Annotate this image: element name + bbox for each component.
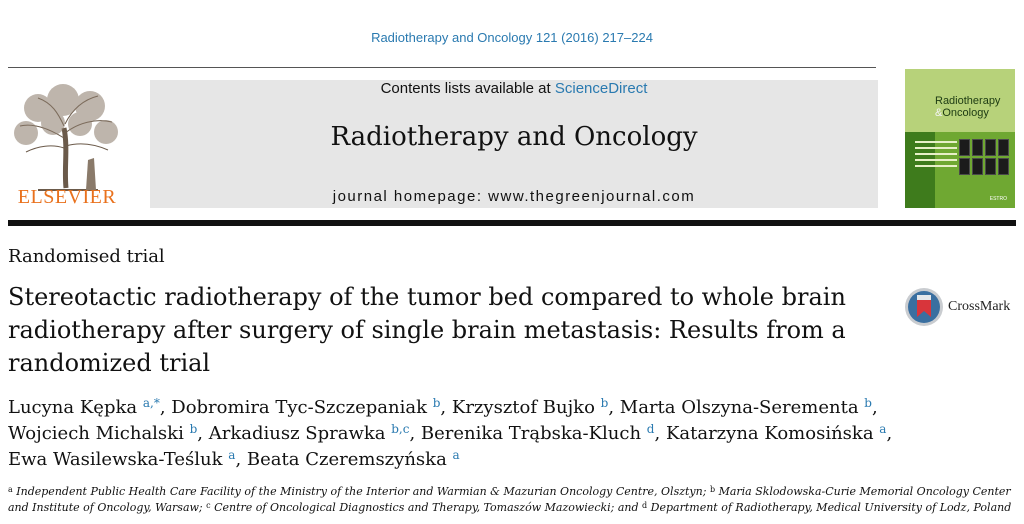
crossmark-button[interactable] [904, 287, 1020, 327]
author-name[interactable]: Lucyna Kępka [8, 397, 138, 418]
sciencedirect-link[interactable]: ScienceDirect [554, 80, 648, 97]
author-name[interactable]: Beata Czeremszyńska [246, 449, 447, 470]
journal-cover-thumbnail[interactable] [905, 69, 1015, 208]
header-divider [8, 220, 1016, 226]
affil-text: Centre of Oncological Diagnostics and Therapy, Tomaszów Mazowiecki; and [214, 501, 639, 514]
author-list [8, 395, 1018, 473]
author-affil-mark[interactable]: b [864, 396, 872, 410]
author-affil-mark[interactable]: a [452, 448, 460, 462]
cover-title-line2: Oncology [942, 107, 989, 119]
contents-line [150, 80, 878, 97]
author-line-3: Ewa Wasilewska-Teśluk $^a$, Beata Czeremszyńska $^a$ [8, 448, 460, 470]
author-affil-mark[interactable]: a,* [142, 396, 160, 410]
author-affil-mark[interactable]: a [879, 422, 887, 436]
affiliations [8, 484, 1020, 516]
author-name[interactable]: Krzysztof Bujko [451, 397, 595, 418]
cover-estro-logo: ESTRO [989, 196, 1007, 202]
cover-title-amp: & [935, 107, 943, 119]
elsevier-wordmark: ELSEVIER [17, 186, 117, 208]
cover-text-lines [915, 141, 957, 171]
affil-text: Independent Public Health Care Facility of the Ministry of the Interior and Warmian & Mazurian Oncology Centre, Olsztyn; [16, 485, 707, 498]
author-line-2: Wojciech Michalski $^b$, Arkadiusz Sprawka $^{b,c}$, Berenika Trąbska-Kluch $^d$, Katarzyna Komosińska $^a$, [8, 422, 893, 444]
journal-homepage[interactable]: journal homepage: www.thegreenjournal.com [332, 188, 696, 205]
affil-mark: c [206, 501, 211, 510]
author-name[interactable]: Katarzyna Komosińska [665, 423, 874, 444]
crossmark-icon [904, 287, 944, 327]
article-title-line2: radiotherapy after surgery of single brain metastasis: Results from a [8, 316, 846, 344]
journal-title: Radiotherapy and Oncology [330, 122, 698, 152]
cover-title [935, 95, 1000, 119]
author-affil-mark[interactable]: b,c [391, 422, 410, 436]
top-divider [8, 67, 876, 68]
author-affil-mark[interactable]: a [228, 448, 236, 462]
affil-text: Maria Sklodowska-Curie Memorial Oncology Center and Institute of Oncology, Warsaw; [8, 485, 1011, 514]
article-title-line3: randomized trial [8, 349, 211, 377]
affil-text: Department of Radiotherapy, Medical University of Lodz, Poland [650, 501, 1012, 514]
author-name[interactable]: Dobromira Tyc-Szczepaniak [171, 397, 427, 418]
author-name[interactable]: Marta Olszyna-Serementa [619, 397, 859, 418]
article-type: Randomised trial [8, 246, 165, 267]
author-affil-mark[interactable]: b [189, 422, 198, 436]
cover-title-line1: Radiotherapy [935, 95, 1001, 107]
journal-citation[interactable]: Radiotherapy and Oncology 121 (2016) 217–224 [371, 30, 653, 45]
author-affil-mark[interactable]: b [600, 396, 609, 410]
author-name[interactable]: Berenika Trąbska-Kluch [420, 423, 642, 444]
article-title-line1: Stereotactic radiotherapy of the tumor bed compared to whole brain [8, 283, 846, 311]
affil-mark: b [709, 485, 716, 494]
cover-image-grid [959, 139, 1009, 175]
author-affil-mark[interactable]: d [646, 422, 655, 436]
article-title [8, 281, 888, 380]
crossmark-label: CrossMark [948, 299, 1011, 314]
contents-prefix: Contents lists available at [380, 80, 555, 97]
affil-mark: a [8, 485, 13, 494]
affil-mark: d [642, 501, 648, 510]
author-affil-mark[interactable]: b [432, 396, 441, 410]
author-name[interactable]: Wojciech Michalski [8, 423, 184, 444]
author-line-1: Lucyna Kępka $^{a,*}$, Dobromira Tyc-Szczepaniak $^b$, Krzysztof Bujko $^b$, Marta Olszyna-Serementa $^b$, [8, 396, 878, 418]
author-name[interactable]: Ewa Wasilewska-Teśluk [8, 449, 223, 470]
author-name[interactable]: Arkadiusz Sprawka [208, 423, 386, 444]
